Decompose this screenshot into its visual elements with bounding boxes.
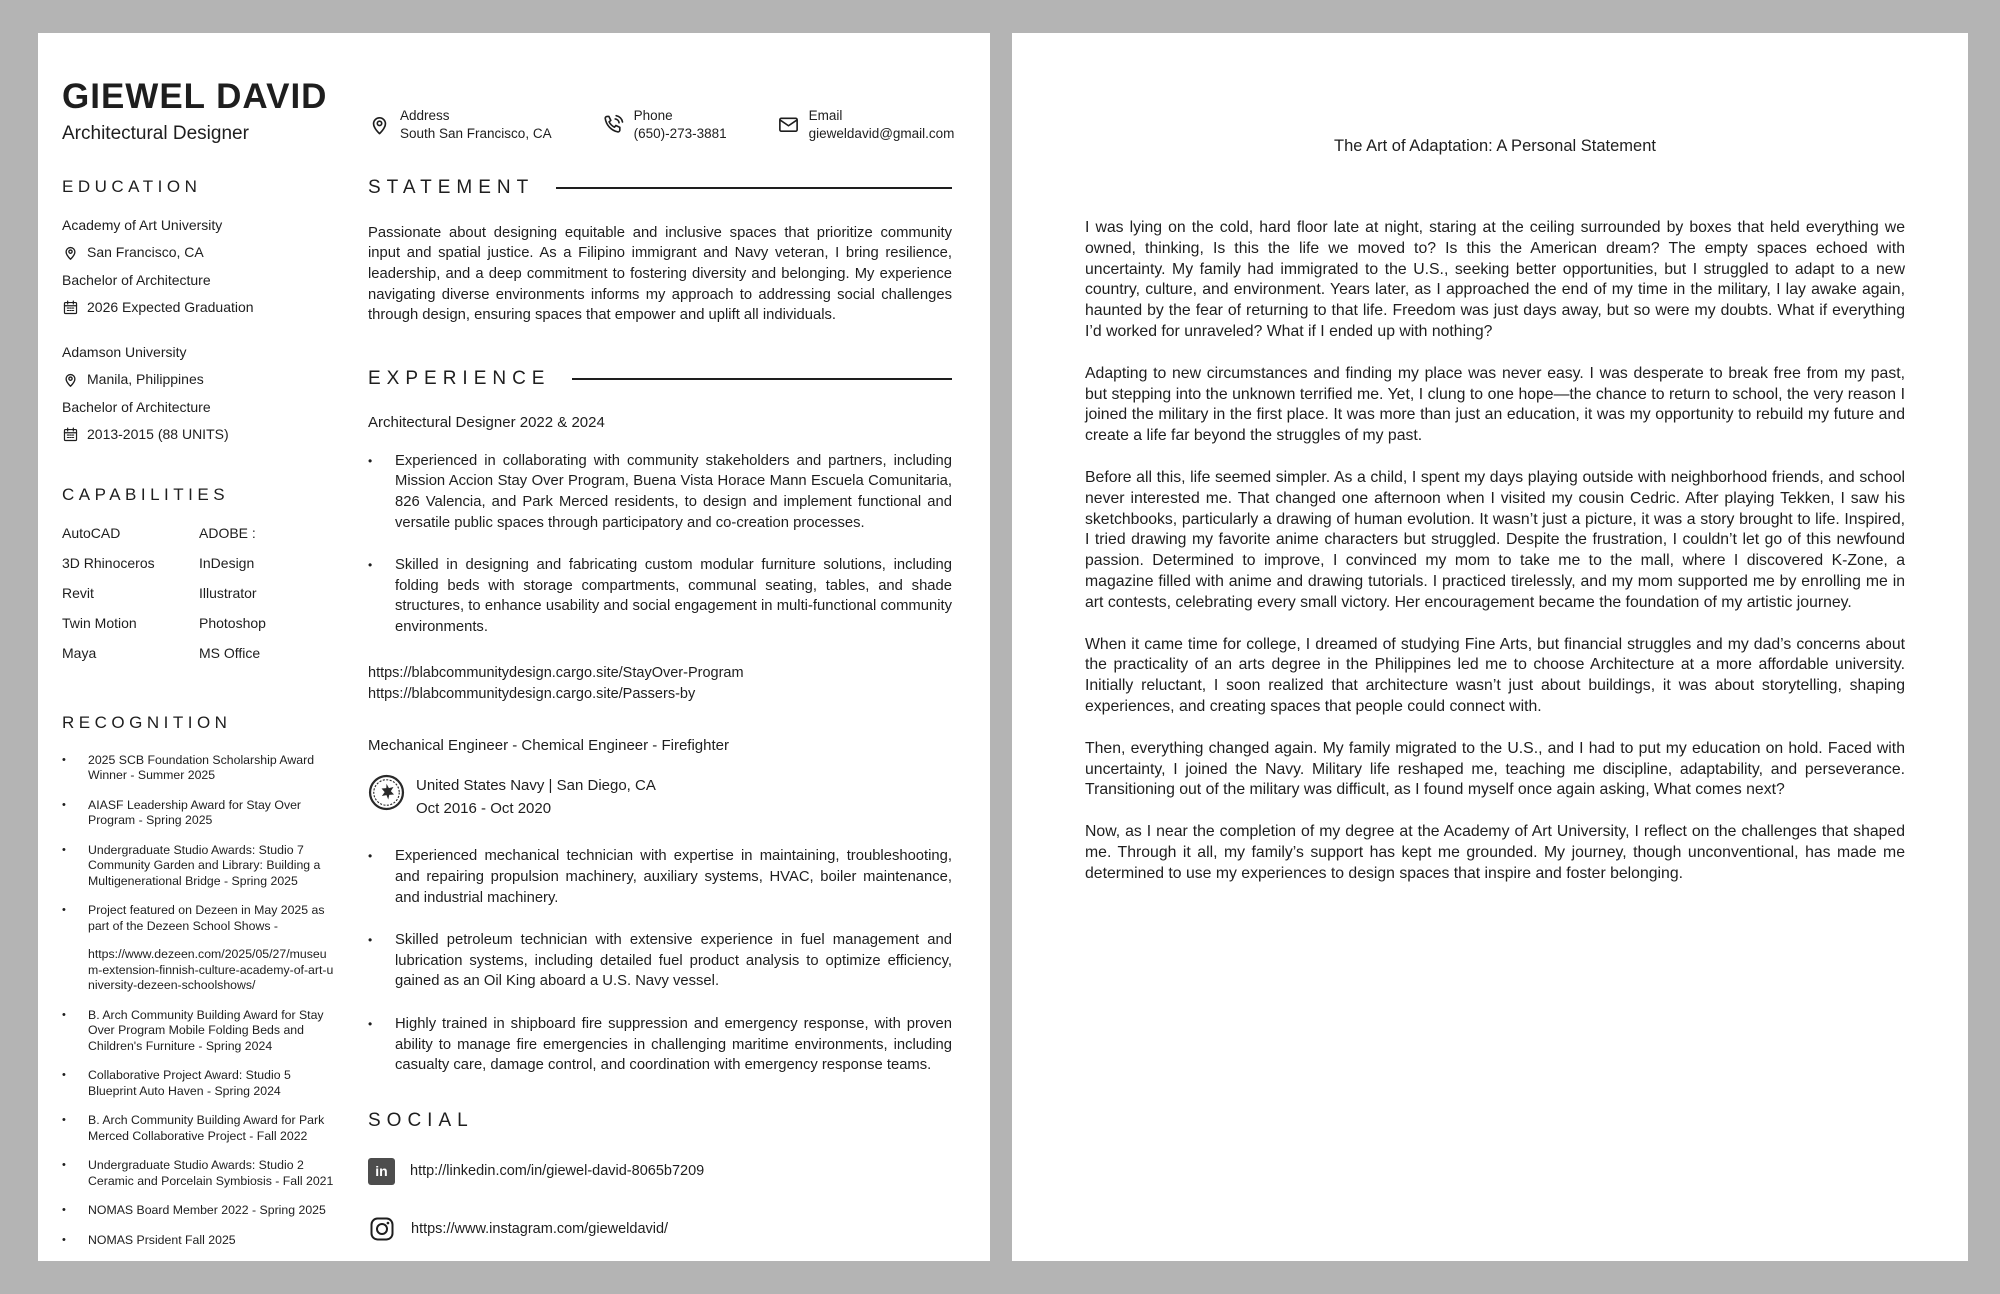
education-date: 2026 Expected Graduation [87,299,254,316]
capability-item: Illustrator [199,584,257,601]
instagram-icon [368,1215,396,1243]
education-entry [62,344,336,443]
education-location: Manila, Philippines [87,371,204,388]
education-location: San Francisco, CA [87,244,204,261]
project-links [368,663,952,705]
resume-main-column [368,177,952,1273]
bullet-dot: • [368,933,373,948]
recognition-item [62,1158,336,1189]
bullet-dot: • [62,753,66,766]
recognition-text: B. Arch Community Building Award for Park Merced Collaborative Project - Fall 2022 [88,1113,325,1143]
essay-paragraph: Then, everything changed again. My family migrated to the U.S., and I had to put my education on hold. Faced with uncertainty, I joined the Navy. Military life reshaped me, teaching me discipline, adaptability, and perseverance. Transitioning out of the military was difficult, as I found myself once again asking, What comes next? [1085,739,1905,799]
experience-bullet [368,930,952,992]
recognition-item [62,1008,336,1055]
bullet-dot: • [368,558,373,573]
essay-paragraph: Now, as I near the completion of my degree at the Academy of Art University, I reflect on the challenges that shaped me. Through it all, my family’s support has kept me grounded. My journey, though unconventional, has made me determined to use my experiences to design spaces that inspire and foster belonging. [1085,823,1905,882]
linkedin-icon [368,1158,395,1185]
recognition-text: Project featured on Dezeen in May 2025 as part of the Dezeen School Shows - [88,903,325,933]
contact-phone-text [634,108,727,141]
bullet-dot: • [62,904,66,917]
phone-icon [602,113,625,136]
location-pin-icon [62,244,79,261]
experience-bullet-text: Skilled in designing and fabricating custom modular furniture solutions, including folding beds with storage compartments, communal seating, tables, and shade structures, to enhance usability and social engagement in multi-functional community environments. [395,557,952,635]
navy-seal-icon [368,774,405,811]
resume-sidebar [62,177,368,1273]
recognition-section [62,713,336,1249]
recognition-item [62,843,336,890]
identity-block [62,79,368,145]
contact-phone-label: Phone [633,108,673,124]
statement-section-header [368,177,952,199]
recognition-text: B. Arch Community Building Award for Stay Over Program Mobile Folding Beds and Children's Furniture - Spring 2024 [88,1007,324,1053]
education-school: Academy of Art University [62,216,223,233]
recognition-text: Undergraduate Studio Awards: Studio 2 Ceramic and Porcelain Symbiosis - Fall 2021 [88,1158,334,1188]
capability-item: MS Office [199,644,261,661]
capability-item: Maya [62,644,97,661]
resume-page [38,33,990,1261]
job2-org-row [368,774,952,820]
education-school: Adamson University [62,343,187,360]
recognition-text: AIASF Leadership Award for Stay Over Program - Spring 2025 [88,797,302,828]
location-pin-icon [368,113,391,136]
education-degree: Bachelor of Architecture [62,398,211,415]
calendar-icon [62,299,79,316]
bullet-dot: • [368,453,373,468]
contact-address [368,105,552,145]
education-heading: EDUCATION [62,176,202,196]
recognition-item [62,903,336,994]
experience-bullet [368,1014,952,1076]
heading-rule [572,378,952,380]
bullet-dot: • [62,843,66,856]
recognition-item [62,1203,336,1219]
linkedin-row [368,1158,952,1185]
education-location-row [62,244,336,261]
experience-bullet-text: Highly trained in shipboard fire suppression and emergency response, with proven ability to manage fire emergencies in challenging maritime environments, including casualty care, damage control, and coordination with emergency response teams. [395,1016,952,1074]
capabilities-heading: CAPABILITIES [62,484,230,504]
recognition-item [62,798,336,829]
job2-organization: United States Navy | San Diego, CA [416,777,656,795]
bullet-dot: • [62,798,66,811]
recognition-item [62,1113,336,1144]
recognition-text: NOMAS Prsident Fall 2025 [88,1232,236,1247]
capabilities-columns [62,525,336,675]
capability-item: Twin Motion [62,614,137,631]
resume-header [38,33,990,145]
capability-item: InDesign [199,554,255,571]
essay-paragraph: I was lying on the cold, hard floor late at night, staring at the ceiling surrounded by boxes that held everything we owned, thinking, Is this the life we moved to? Is this the American dream? The empty spaces echoed with uncertainty. My family had immigrated to the U.S., seeking better opportunities, but I struggled to adapt to a new country, culture, and environment. Years later, as I approached the end of my time in the military, I lay awake again, haunted by the fear of returning to that life. Freedom was just days away, but so were my doubts. What if everything I’d worked for unraveled? What if I ended up with nothing? [1085,219,1905,340]
experience-bullet [368,555,952,637]
essay-body [1085,218,1905,885]
heading-rule [556,187,952,189]
bullet-dot: • [62,1204,66,1217]
bullet-dot: • [62,1114,66,1127]
person-job-title: Architectural Designer [62,122,249,144]
linkedin-link[interactable]: http://linkedin.com/in/giewel-david-8065b7209 [410,1163,705,1180]
contact-email-value[interactable]: gieweldavid@gmail.com [808,126,955,142]
person-name: GIEWEL DAVID [62,77,328,116]
contact-row [368,79,954,145]
experience-bullet-text: Experienced in collaborating with community stakeholders and partners, including Mission Accion Stay Over Program, Buena Vista Horace Mann Escuela Comunitaria, 826 Valencia, and Park Merced residents, to design and implement functional and versatile public spaces through participatory and co-creation processes. [395,452,952,531]
experience-bullet [368,846,952,908]
essay-title: The Art of Adaptation: A Personal Statement [1334,137,1656,155]
education-date-row [62,299,336,316]
instagram-row [368,1215,952,1243]
statement-heading: STATEMENT [368,176,535,198]
contact-email-text [809,108,955,141]
experience-heading: EXPERIENCE [368,367,551,389]
capability-item: 3D Rhinoceros [62,554,155,571]
linkedin-glyph: in [375,1163,388,1180]
recognition-text: Collaborative Project Award: Studio 5 Blueprint Auto Haven - Spring 2024 [88,1068,291,1098]
education-date: 2013-2015 (88 UNITS) [87,426,229,443]
envelope-icon [777,113,800,136]
bullet-dot: • [62,1159,66,1172]
education-entry [62,217,336,316]
education-date-row [62,426,336,443]
project-link[interactable]: https://blabcommunitydesign.cargo.site/Passers-by [368,686,696,703]
instagram-link[interactable]: https://www.instagram.com/gieweldavid/ [411,1220,669,1237]
capability-item: AutoCAD [62,524,121,541]
recognition-link[interactable]: https://www.dezeen.com/2025/05/27/museum-extension-finnish-culture-academy-of-art-university-dezeen-schoolshows/ [88,947,334,993]
location-pin-icon [62,371,79,388]
capability-item: Photoshop [199,614,266,631]
job2-title: Mechanical Engineer - Chemical Engineer - Firefighter [368,737,729,755]
job2-dates: Oct 2016 - Oct 2020 [416,800,552,818]
bullet-dot: • [368,849,373,864]
job2-org-text [416,774,656,820]
contact-phone-value: (650)-273-3881 [633,126,727,142]
experience-bullet [368,451,952,533]
experience-bullet-text: Experienced mechanical technician with expertise in maintaining, troubleshooting, and repairing propulsion machinery, auxiliary systems, HVAC, boiler maintenance, and industrial machinery. [395,848,952,906]
capabilities-section [62,485,336,675]
bullet-dot: • [62,1008,66,1021]
statement-text: Passionate about designing equitable and inclusive spaces that prioritize community input and spatial justice. As a Filipino immigrant and Navy veteran, I bring resilience, leadership, and a deep commitment to fostering diversity and belonging. My experience navigating diverse environments informs my approach to addressing social challenges through design, ensuring spaces that empower and uplift all individuals. [368,224,952,324]
recognition-text: Undergraduate Studio Awards: Studio 7 Community Garden and Library: Building a Multigenerational Bridge - Spring 2025 [88,842,321,888]
bullet-dot: • [62,1069,66,1082]
contact-phone [602,105,727,145]
capabilities-column-2 [199,525,336,675]
recognition-heading: RECOGNITION [62,712,232,732]
essay-paragraph: Adapting to new circumstances and finding my place was never easy. I was desperate to break free from my past, but stepping into the unknown terrified me. Yet, I clung to one hope—the chance to return to school, the very reason I joined the military in the first place. It was more than just an education, it was my opportunity to rebuild my future and create a life far beyond the struggles of my past. [1085,364,1905,445]
education-location-row [62,371,336,388]
project-link[interactable]: https://blabcommunitydesign.cargo.site/StayOver-Program [368,665,744,682]
experience-bullet-text: Skilled petroleum technician with extensive experience in fuel management and lubrication systems, including detailed fuel product analysis to optimize efficiency, gained as an Oil King aboard a U.S. Navy vessel. [395,932,952,990]
capability-item: Revit [62,584,94,601]
contact-address-value: South San Francisco, CA [400,126,552,142]
essay-paragraph: When it came time for college, I dreamed of studying Fine Arts, but financial struggles and my dad’s concerns about the practicality of an arts degree in the Philippines led me to choose Architecture at a more affordable university. Initially reluctant, I soon realized that architecture wasn’t just about buildings, it was about storytelling, shaping experiences, and creating spaces that people could connect with. [1085,635,1905,715]
recognition-item [62,1233,336,1249]
education-degree: Bachelor of Architecture [62,271,211,288]
social-heading: SOCIAL [368,1109,474,1131]
calendar-icon [62,426,79,443]
essay-paragraph: Before all this, life seemed simpler. As a child, I spent my days playing outside with neighborhood friends, and school never interested me. That changed one afternoon when I visited my cousin Cedric. After playing Tekken, I saw his sketchbooks, particularly a drawing of human evolution. It wasn’t just a picture, it was a story brought to life. Inspired, I tried drawing my favorite anime characters but struggled. Despite the frustration, I couldn’t let go of this newfound passion. Determined to improve, I convinced my mom to take me to the mall, where I discovered K-Zone, a magazine filled with anime and drawing tutorials. I practiced tirelessly, and my mom supported me by enrolling me in art contests, celebrating every small victory. Her encouragement became the foundation of my artistic journey. [1085,468,1905,611]
recognition-text: NOMAS Board Member 2022 - Spring 2025 [88,1203,326,1218]
recognition-item [62,753,336,784]
contact-address-text [400,108,552,141]
contact-email-label: Email [808,108,843,124]
recognition-item [62,1068,336,1099]
contact-email [777,105,955,145]
personal-statement-page [1012,33,1968,1261]
social-section-header [368,1110,952,1132]
bullet-dot: • [62,1233,66,1246]
resume-body [38,177,990,1273]
bullet-dot: • [368,1017,373,1032]
capabilities-column-1 [62,525,199,675]
capability-item: ADOBE : [199,524,256,541]
experience-section-header [368,368,952,390]
recognition-text: 2025 SCB Foundation Scholarship Award Winner - Summer 2025 [88,752,315,783]
contact-address-label: Address [400,108,450,124]
job1-title: Architectural Designer 2022 & 2024 [368,413,605,431]
